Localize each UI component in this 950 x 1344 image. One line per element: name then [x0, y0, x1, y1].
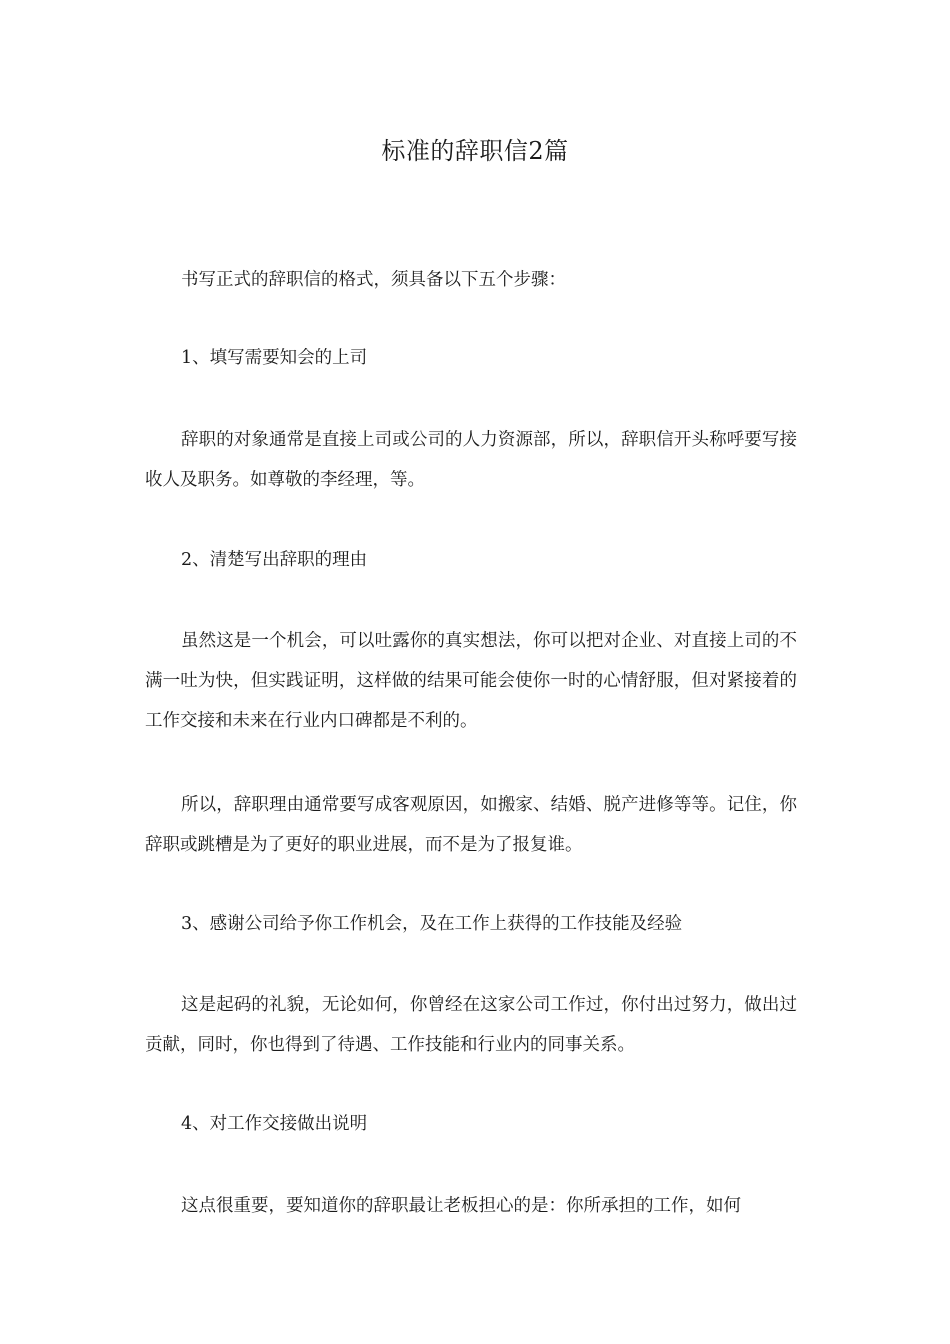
step-3-paragraph: 这是起码的礼貌，无论如何，你曾经在这家公司工作过，你付出过努力，做出过贡献，同时，你也得到了待遇、工作技能和行业内的同事关系。: [145, 995, 797, 1055]
step-2-heading: 2、清楚写出辞职的理由: [181, 550, 368, 570]
step-4-heading: 4、对工作交接做出说明: [181, 1114, 368, 1134]
step-1-paragraph: 辞职的对象通常是直接上司或公司的人力资源部，所以，辞职信开头称呼要写接收人及职务。如尊敬的李经理，等。: [145, 430, 797, 490]
step-4-paragraph: 这点很重要，要知道你的辞职最让老板担心的是：你所承担的工作，如何: [181, 1196, 741, 1216]
step-1-heading: 1、填写需要知会的上司: [181, 348, 368, 368]
step-2-paragraph: 虽然这是一个机会，可以吐露你的真实想法，你可以把对企业、对直接上司的不满一吐为快，但实践证明，这样做的结果可能会使你一时的心情舒服，但对紧接着的工作交接和未来在行业内口碑都是不利的。: [145, 631, 797, 731]
step-3-heading: 3、感谢公司给予你工作机会，及在工作上获得的工作技能及经验: [181, 914, 683, 934]
page-title: 标准的辞职信2篇: [381, 137, 569, 165]
intro-paragraph: 书写正式的辞职信的格式，须具备以下五个步骤：: [181, 270, 566, 290]
step-2-followup-paragraph: 所以，辞职理由通常要写成客观原因，如搬家、结婚、脱产进修等等。记住，你辞职或跳槽是为了更好的职业进展，而不是为了报复谁。: [145, 795, 797, 855]
